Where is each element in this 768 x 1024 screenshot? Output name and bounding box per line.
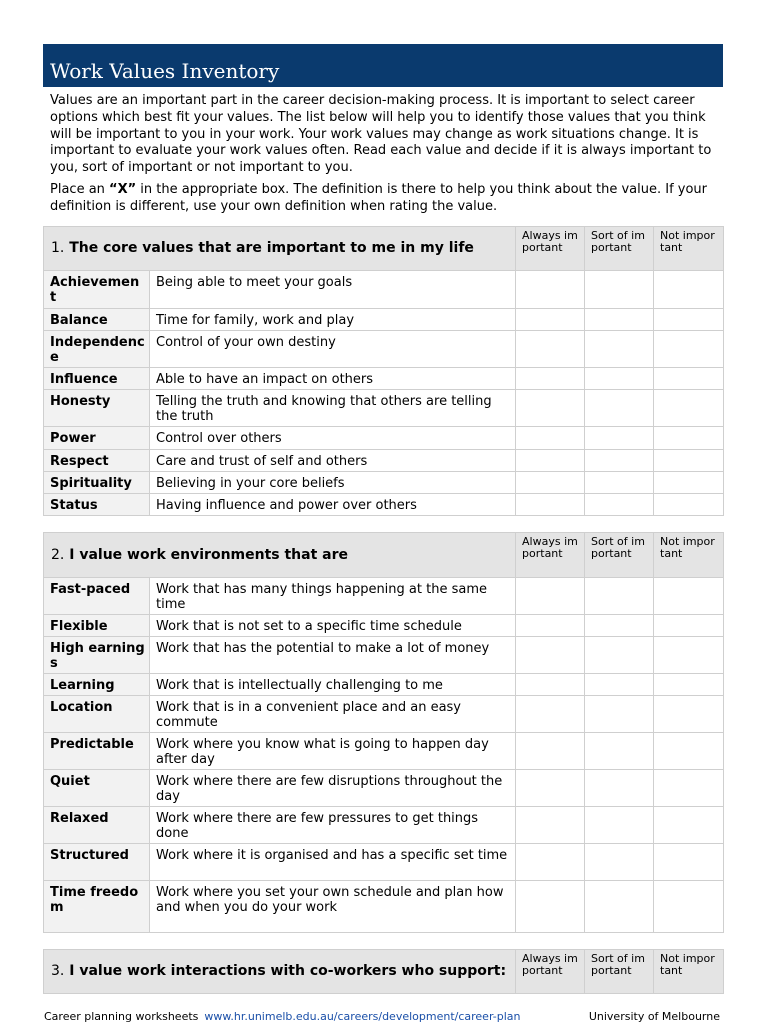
- checkbox-always-important[interactable]: [516, 450, 585, 472]
- value-name: Predictable: [44, 733, 150, 770]
- checkbox-sort-of-important[interactable]: [585, 331, 654, 368]
- value-name: Relaxed: [44, 807, 150, 844]
- checkbox-always-important[interactable]: [516, 807, 585, 844]
- value-name: Achievement: [44, 271, 150, 309]
- table-row: [44, 696, 724, 733]
- value-definition: Care and trust of self and others: [150, 450, 516, 472]
- table-row: [44, 615, 724, 637]
- intro-text: [50, 93, 720, 221]
- checkbox-sort-of-important[interactable]: [585, 494, 654, 516]
- value-definition: Believing in your core beliefs: [150, 472, 516, 494]
- checkbox-not-important[interactable]: [654, 578, 724, 615]
- value-name: Independence: [44, 331, 150, 368]
- column-always-important: Always important: [516, 950, 585, 994]
- intro-p2-start: Place an: [50, 181, 110, 197]
- value-definition: Work where it is organised and has a specific set time: [150, 844, 516, 881]
- checkbox-always-important[interactable]: [516, 733, 585, 770]
- section-heading: 3. I value work interactions with co-workers who support:: [44, 950, 516, 994]
- checkbox-not-important[interactable]: [654, 674, 724, 696]
- value-definition: Time for family, work and play: [150, 309, 516, 331]
- checkbox-not-important[interactable]: [654, 368, 724, 390]
- intro-p2-mark: “X”: [109, 181, 137, 197]
- checkbox-not-important[interactable]: [654, 427, 724, 450]
- checkbox-always-important[interactable]: [516, 615, 585, 637]
- column-always-important: Always important: [516, 533, 585, 578]
- footer-label: Career planning worksheets: [44, 1010, 199, 1023]
- value-definition: Work where there are few disruptions throughout the day: [150, 770, 516, 807]
- table-row: [44, 807, 724, 844]
- checkbox-sort-of-important[interactable]: [585, 450, 654, 472]
- checkbox-sort-of-important[interactable]: [585, 807, 654, 844]
- intro-paragraph-2: [50, 182, 720, 216]
- checkbox-not-important[interactable]: [654, 331, 724, 368]
- value-definition: Work that is not set to a specific time schedule: [150, 615, 516, 637]
- value-name: Flexible: [44, 615, 150, 637]
- value-definition: Work where you set your own schedule and plan how and when you do your work: [150, 881, 516, 933]
- checkbox-always-important[interactable]: [516, 494, 585, 516]
- section-header-row: [44, 533, 724, 578]
- intro-p2-end: in the appropriate box. The definition is there to help you think about the value. If your definition is different, use your own definition when rating the value.: [50, 181, 708, 214]
- checkbox-always-important[interactable]: [516, 309, 585, 331]
- footer-left: [44, 1010, 520, 1024]
- checkbox-not-important[interactable]: [654, 844, 724, 881]
- checkbox-not-important[interactable]: [654, 472, 724, 494]
- table-row: [44, 368, 724, 390]
- value-name: Honesty: [44, 390, 150, 427]
- checkbox-sort-of-important[interactable]: [585, 770, 654, 807]
- value-definition: Work where there are few pressures to get things done: [150, 807, 516, 844]
- checkbox-always-important[interactable]: [516, 770, 585, 807]
- column-always-important: Always important: [516, 227, 585, 271]
- value-name: Respect: [44, 450, 150, 472]
- table-row: [44, 427, 724, 450]
- value-definition: Work that is in a convenient place and an easy commute: [150, 696, 516, 733]
- checkbox-not-important[interactable]: [654, 309, 724, 331]
- value-name: Structured: [44, 844, 150, 881]
- value-definition: Able to have an impact on others: [150, 368, 516, 390]
- table-row: [44, 578, 724, 615]
- checkbox-not-important[interactable]: [654, 770, 724, 807]
- section-table-work-environments: [43, 532, 724, 933]
- checkbox-sort-of-important[interactable]: [585, 578, 654, 615]
- column-not-important: Not important: [654, 227, 724, 271]
- value-name: High earnings: [44, 637, 150, 674]
- table-row: [44, 309, 724, 331]
- checkbox-always-important[interactable]: [516, 472, 585, 494]
- checkbox-sort-of-important[interactable]: [585, 637, 654, 674]
- value-name: Influence: [44, 368, 150, 390]
- value-name: Learning: [44, 674, 150, 696]
- value-definition: Work where you know what is going to happen day after day: [150, 733, 516, 770]
- checkbox-not-important[interactable]: [654, 615, 724, 637]
- column-not-important: Not important: [654, 533, 724, 578]
- checkbox-always-important[interactable]: [516, 271, 585, 309]
- title-bar: [43, 44, 723, 87]
- checkbox-not-important[interactable]: [654, 733, 724, 770]
- value-name: Balance: [44, 309, 150, 331]
- checkbox-sort-of-important[interactable]: [585, 390, 654, 427]
- checkbox-sort-of-important[interactable]: [585, 615, 654, 637]
- footer-link[interactable]: www.hr.unimelb.edu.au/careers/development/career-plan: [204, 1010, 521, 1023]
- checkbox-not-important[interactable]: [654, 494, 724, 516]
- checkbox-always-important[interactable]: [516, 427, 585, 450]
- table-row: [44, 390, 724, 427]
- value-definition: Being able to meet your goals: [150, 271, 516, 309]
- value-definition: Control of your own destiny: [150, 331, 516, 368]
- table-row: [44, 450, 724, 472]
- checkbox-sort-of-important[interactable]: [585, 368, 654, 390]
- value-name: Fast-paced: [44, 578, 150, 615]
- checkbox-not-important[interactable]: [654, 450, 724, 472]
- checkbox-always-important[interactable]: [516, 881, 585, 933]
- table-row: [44, 271, 724, 309]
- table-row: [44, 881, 724, 933]
- checkbox-not-important[interactable]: [654, 390, 724, 427]
- checkbox-not-important[interactable]: [654, 696, 724, 733]
- checkbox-always-important[interactable]: [516, 637, 585, 674]
- table-row: [44, 674, 724, 696]
- column-not-important: Not important: [654, 950, 724, 994]
- checkbox-always-important[interactable]: [516, 331, 585, 368]
- page-title: Work Values Inventory: [50, 59, 280, 83]
- checkbox-always-important[interactable]: [516, 844, 585, 881]
- checkbox-sort-of-important[interactable]: [585, 733, 654, 770]
- column-sort-of-important: Sort of important: [585, 533, 654, 578]
- table-row: [44, 472, 724, 494]
- section-heading: 2. I value work environments that are: [44, 533, 516, 578]
- checkbox-sort-of-important[interactable]: [585, 696, 654, 733]
- column-sort-of-important: Sort of important: [585, 950, 654, 994]
- checkbox-sort-of-important[interactable]: [585, 881, 654, 933]
- value-name: Status: [44, 494, 150, 516]
- checkbox-always-important[interactable]: [516, 674, 585, 696]
- table-row: [44, 844, 724, 881]
- checkbox-not-important[interactable]: [654, 881, 724, 933]
- section-heading: 1. The core values that are important to me in my life: [44, 227, 516, 271]
- value-name: Power: [44, 427, 150, 450]
- table-row: [44, 770, 724, 807]
- checkbox-not-important[interactable]: [654, 271, 724, 309]
- checkbox-sort-of-important[interactable]: [585, 271, 654, 309]
- value-definition: Telling the truth and knowing that others are telling the truth: [150, 390, 516, 427]
- checkbox-always-important[interactable]: [516, 696, 585, 733]
- checkbox-sort-of-important[interactable]: [585, 309, 654, 331]
- checkbox-sort-of-important[interactable]: [585, 844, 654, 881]
- value-definition: Control over others: [150, 427, 516, 450]
- value-name: Spirituality: [44, 472, 150, 494]
- checkbox-not-important[interactable]: [654, 637, 724, 674]
- checkbox-not-important[interactable]: [654, 807, 724, 844]
- value-definition: Having influence and power over others: [150, 494, 516, 516]
- checkbox-sort-of-important[interactable]: [585, 472, 654, 494]
- intro-paragraph-1: Values are an important part in the career decision-making process. It is important to select career options which best fit your values. The list below will help you to identify those values that you think will be important to you in your work. Your work values may change as work situations change. It is important to evaluate your work values often. Read each value and decide if it is always important to you, sort of important or not important to you.: [50, 93, 712, 176]
- column-sort-of-important: Sort of important: [585, 227, 654, 271]
- section-table-coworker-interactions: [43, 949, 724, 994]
- checkbox-always-important[interactable]: [516, 368, 585, 390]
- value-name: Time freedom: [44, 881, 150, 933]
- value-definition: Work that is intellectually challenging to me: [150, 674, 516, 696]
- table-row: [44, 637, 724, 674]
- table-row: [44, 494, 724, 516]
- section-header-row: [44, 227, 724, 271]
- section-header-row: [44, 950, 724, 994]
- checkbox-always-important[interactable]: [516, 390, 585, 427]
- table-row: [44, 331, 724, 368]
- checkbox-always-important[interactable]: [516, 578, 585, 615]
- checkbox-sort-of-important[interactable]: [585, 427, 654, 450]
- footer-right: University of Melbourne: [588, 1010, 720, 1023]
- value-definition: Work that has the potential to make a lot of money: [150, 637, 516, 674]
- checkbox-sort-of-important[interactable]: [585, 674, 654, 696]
- table-row: [44, 733, 724, 770]
- value-name: Quiet: [44, 770, 150, 807]
- section-table-core-values: [43, 226, 724, 516]
- value-definition: Work that has many things happening at the same time: [150, 578, 516, 615]
- value-name: Location: [44, 696, 150, 733]
